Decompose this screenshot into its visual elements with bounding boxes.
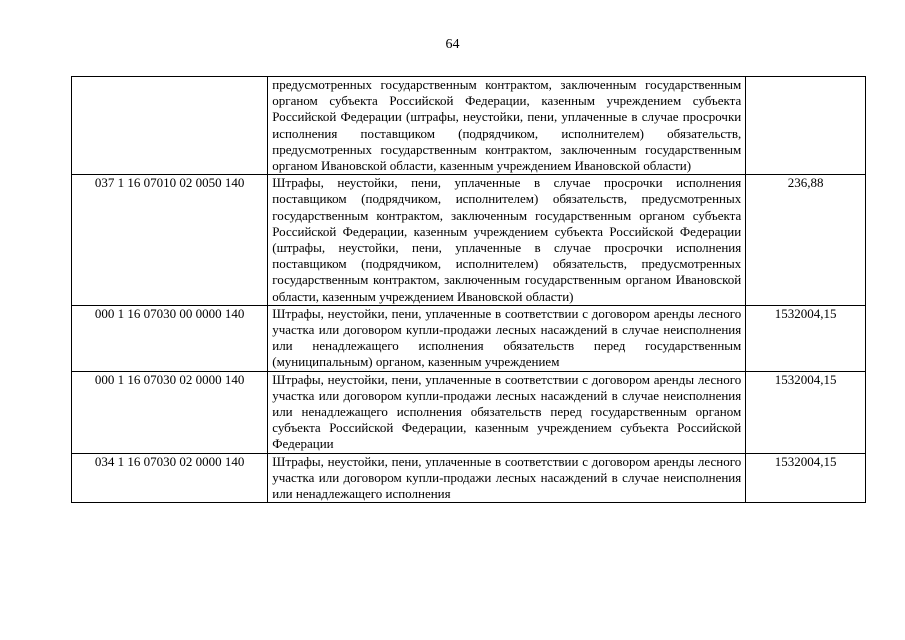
revenue-amount: 236,88 — [746, 175, 866, 306]
budget-classification-code: 034 1 16 07030 02 0000 140 — [72, 453, 268, 503]
budget-classification-code: 000 1 16 07030 02 0000 140 — [72, 371, 268, 453]
revenue-amount: 1532004,15 — [746, 371, 866, 453]
table-row — [72, 371, 866, 453]
budget-revenue-table — [71, 76, 866, 503]
page-number: 64 — [445, 37, 460, 52]
budget-classification-code — [72, 77, 268, 175]
revenue-amount: 1532004,15 — [746, 305, 866, 371]
budget-classification-code: 037 1 16 07010 02 0050 140 — [72, 175, 268, 306]
revenue-amount: 1532004,15 — [746, 453, 866, 503]
revenue-description: Штрафы, неустойки, пени, уплаченные в соответствии с договором аренды лесного участка или договором купли-продажи лесных насаждений в случае неисполнения или ненадлежащего исполнения обязательств перед государственным органом субъекта Российской Федерации, казенным учреждением субъекта Российской Федерации — [268, 371, 746, 453]
budget-classification-code: 000 1 16 07030 00 0000 140 — [72, 305, 268, 371]
table-row — [72, 453, 866, 503]
table-row — [72, 175, 866, 306]
revenue-description: Штрафы, неустойки, пени, уплаченные в случае просрочки исполнения поставщиком (подрядчиком, исполнителем) обязательств, предусмотренных государственным контрактом, заключенным государственным органом субъекта Российской Федерации, казенным учреждением субъекта Российской Федерации (штрафы, неустойки, пени, уплаченные в случае просрочки исполнения поставщиком (подрядчиком, исполнителем) обязательств, предусмотренных государственным контрактом, заключенным государственным органом Ивановской области, казенным учреждением Ивановской области) — [268, 175, 746, 306]
revenue-description: Штрафы, неустойки, пени, уплаченные в соответствии с договором аренды лесного участка или договором купли-продажи лесных насаждений в случае неисполнения или ненадлежащего исполнения — [268, 453, 746, 503]
revenue-description: предусмотренных государственным контрактом, заключенным государственным органом субъекта Российской Федерации, казенным учреждением субъекта Российской Федерации (штрафы, неустойки, пени, уплаченные в случае просрочки исполнения поставщиком (подрядчиком, исполнителем) обязательств, предусмотренных государственным контрактом, заключенным государственным органом Ивановской области, казенным учреждением Ивановской области) — [268, 77, 746, 175]
table-row — [72, 77, 866, 175]
revenue-description: Штрафы, неустойки, пени, уплаченные в соответствии с договором аренды лесного участка или договором купли-продажи лесных насаждений в случае неисполнения или ненадлежащего исполнения обязательств перед государственным (муниципальным) органом, казенным учреждением — [268, 305, 746, 371]
revenue-amount — [746, 77, 866, 175]
table-row — [72, 305, 866, 371]
